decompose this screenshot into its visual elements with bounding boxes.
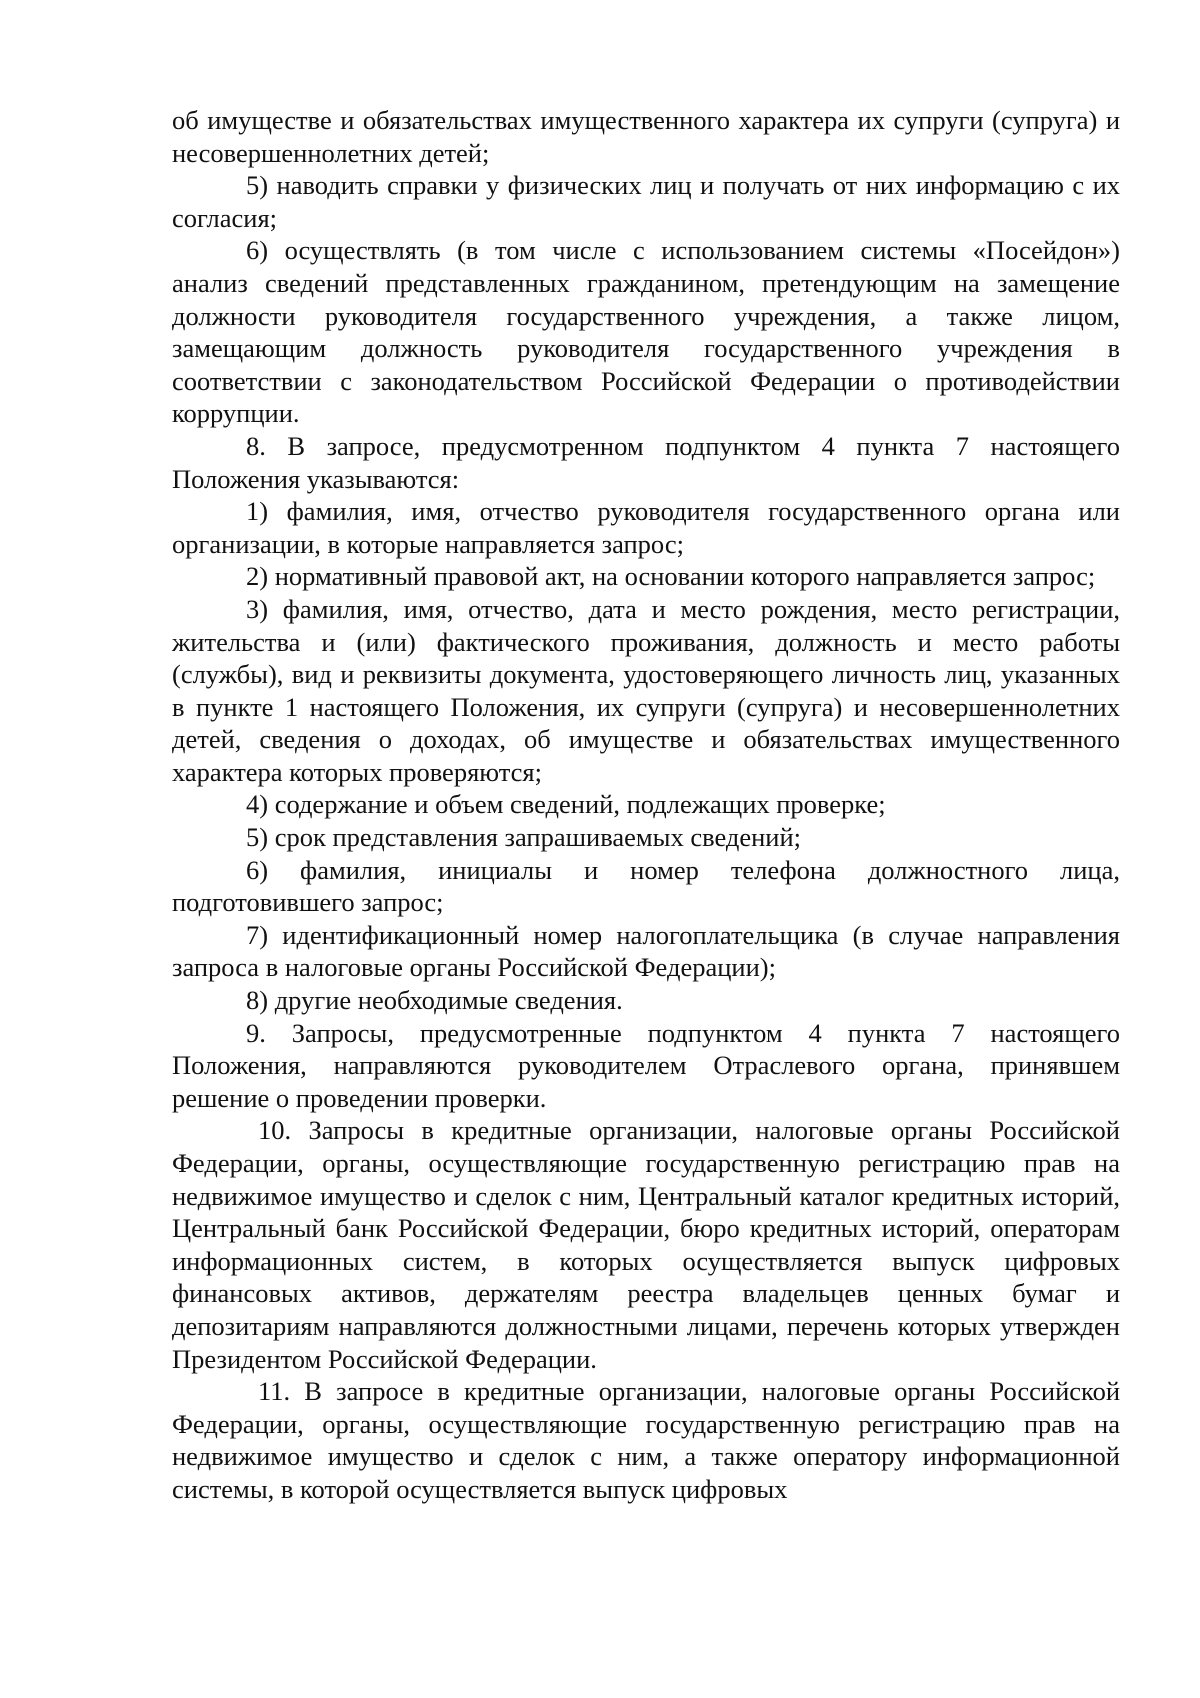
paragraph-section-8: 8. В запросе, предусмотренном подпунктом 4 пункта 7 настоящего Положения указываются: [172, 430, 1120, 494]
paragraph-section-8-item-4: 4) содержание и объем сведений, подлежащих проверке; [246, 789, 886, 820]
document-page [172, 104, 1120, 1506]
paragraph-section-8-item-3: 3) фамилия, имя, отчество, дата и место рождения, место регистрации, жительства и (или) фактического проживания, должность и место работы (службы), вид и реквизиты документа, удостоверяющего личность лиц, указанных в пункте 1 настоящего Положения, их супруги (супруга) и несовершеннолетних детей, сведения о доходах, об имуществе и обязательствах имущественного характера которых проверяются; [172, 593, 1120, 787]
paragraph-item-6: 6) осуществлять (в том числе с использованием системы «Посейдон») анализ сведений представленных гражданином, претендующим на замещение должности руководителя государственного учреждения, а также лицом, замещающим должность руководителя государственного учреждения в соответствии с законодательством Российской Федерации о противодействии коррупции. [172, 235, 1120, 429]
paragraph-section-11: 11. В запросе в кредитные организации, налоговые органы Российской Федерации, органы, осуществляющие государственную регистрацию прав на недвижимое имущество и сделок с ним, а также оператору информационной системы, в которой осуществляется выпуск цифровых [172, 1376, 1120, 1504]
paragraph-section-9: 9. Запросы, предусмотренные подпунктом 4 пункта 7 настоящего Положения, направляются руководителем Отраслевого органа, принявшем решение о проведении проверки. [172, 1017, 1120, 1113]
paragraph-section-8-item-7: 7) идентификационный номер налогоплательщика (в случае направления запроса в налоговые органы Российской Федерации); [172, 919, 1120, 983]
paragraph-continuation: об имуществе и обязательствах имущественного характера их супруги (супруга) и несовершеннолетних детей; [172, 105, 1120, 168]
paragraph-section-8-item-2: 2) нормативный правовой акт, на основании которого направляется запрос; [246, 561, 1096, 592]
paragraph-section-8-item-8: 8) другие необходимые сведения. [246, 985, 623, 1016]
paragraph-section-8-item-1: 1) фамилия, имя, отчество руководителя государственного органа или организации, в которые направляется запрос; [172, 496, 1120, 559]
paragraph-section-8-item-6: 6) фамилия, инициалы и номер телефона должностного лица, подготовившего запрос; [172, 854, 1120, 918]
paragraph-section-10: 10. Запросы в кредитные организации, налоговые органы Российской Федерации, органы, осуществляющие государственную регистрацию прав на недвижимое имущество и сделок с ним, Центральный каталог кредитных историй, Центральный банк Российской Федерации, бюро кредитных историй, операторам информационных систем, в которых осуществляется выпуск цифровых финансовых активов, держателям реестра владельцев ценных бумаг и депозитариям направляются должностными лицами, перечень которых утвержден Президентом Российской Федерации. [172, 1115, 1120, 1374]
paragraph-section-8-item-5: 5) срок представления запрашиваемых сведений; [246, 822, 802, 853]
paragraph-item-5: 5) наводить справки у физических лиц и получать от них информацию с их согласия; [172, 170, 1120, 233]
